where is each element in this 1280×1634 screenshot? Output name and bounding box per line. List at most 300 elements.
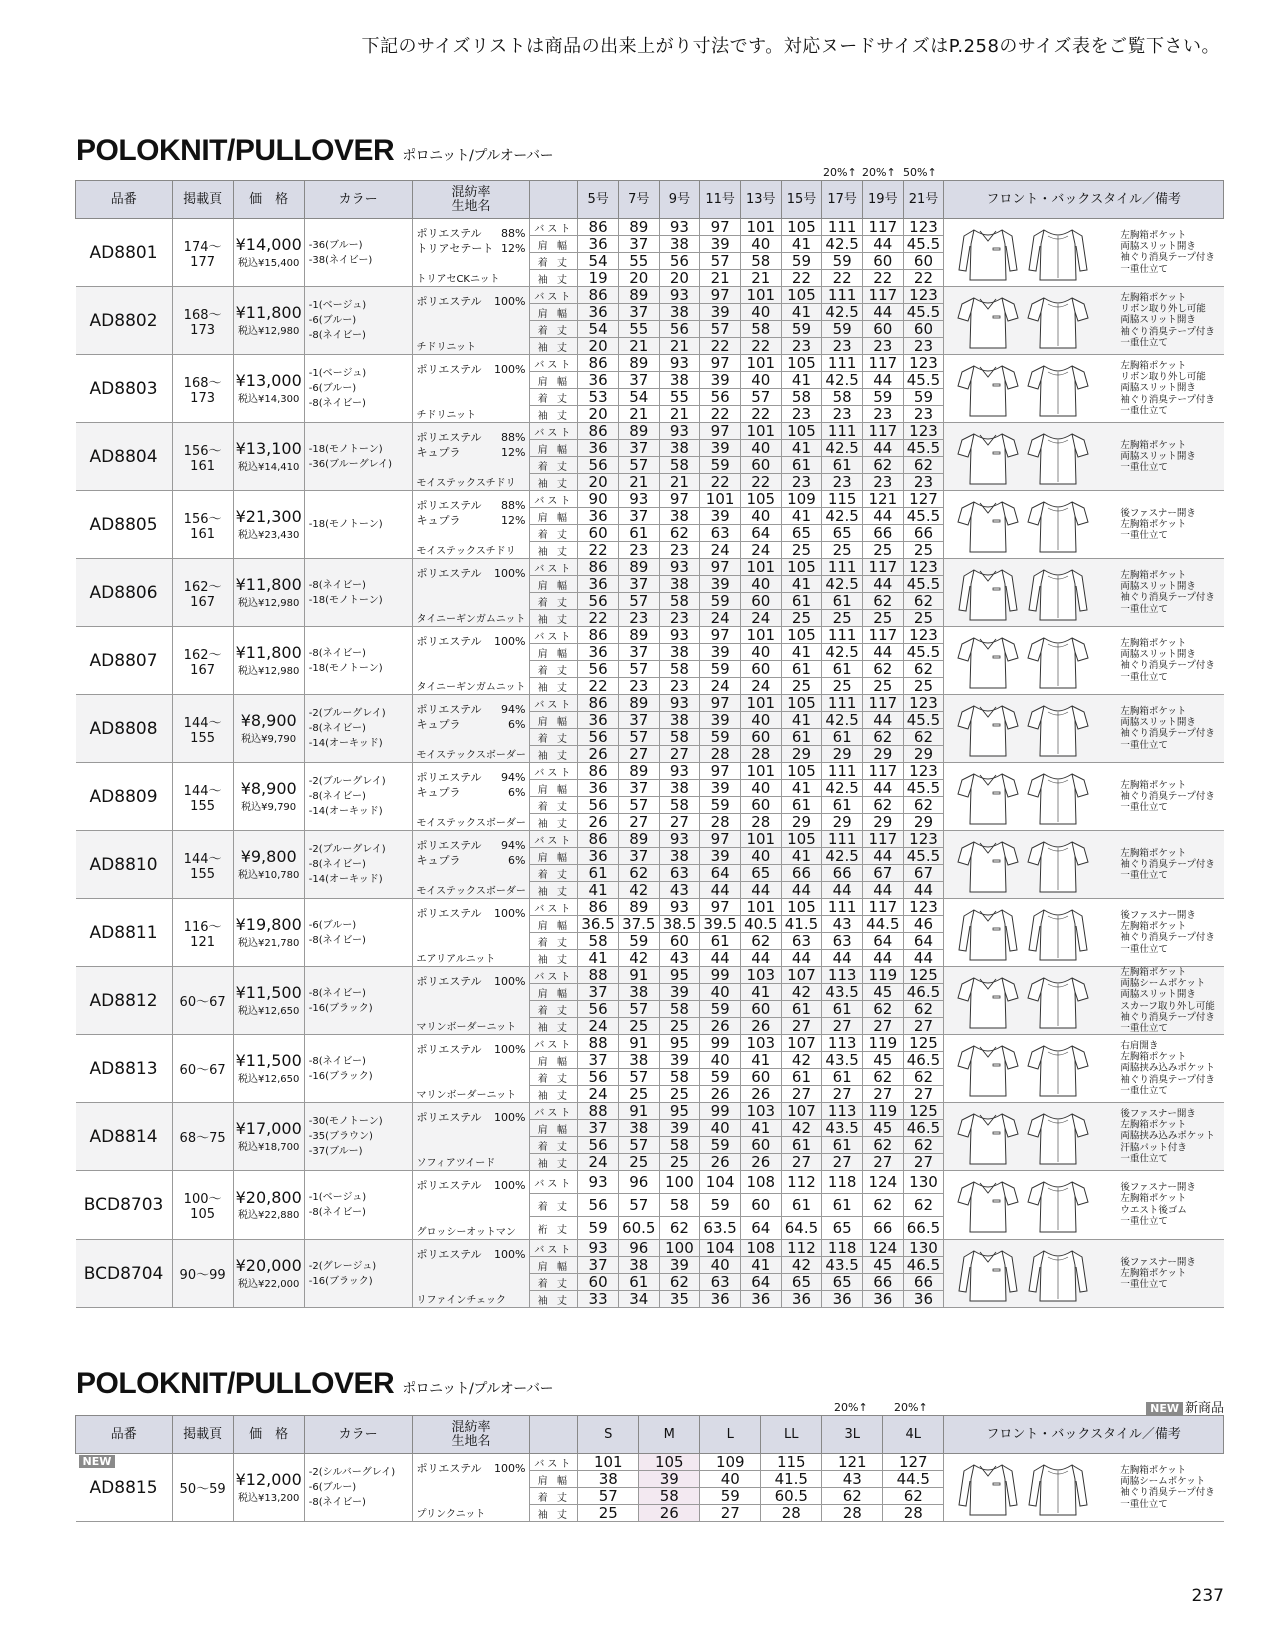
size-value: 61 (781, 729, 822, 746)
size-value: 23 (659, 542, 700, 559)
size-value: 39 (700, 712, 741, 729)
size-value: 44 (822, 950, 863, 967)
measure-label: 袖 丈 (530, 814, 578, 831)
size-value: 41 (781, 848, 822, 865)
fabric-cell (412, 491, 530, 559)
measure-label: 肩 幅 (530, 780, 578, 797)
color-list (304, 627, 412, 695)
catalog-page: 144〜155 (172, 831, 233, 899)
size-value: 26 (740, 1018, 781, 1035)
style-note: 左胸箱ポケット (1120, 518, 1187, 530)
fabric-material: ポリエステル (416, 635, 482, 648)
size-value: 38 (659, 780, 700, 797)
product-code (76, 1035, 173, 1103)
back-style-sketch (1026, 1459, 1090, 1517)
size-value: 93 (578, 1171, 619, 1194)
size-value: 45 (862, 1120, 903, 1137)
size-value: 23 (659, 610, 700, 627)
front-style-sketch (956, 224, 1020, 282)
size-value: 59 (700, 457, 741, 474)
size-value: 44 (903, 950, 944, 967)
color-option: -1(ベージュ) (308, 300, 367, 311)
fabric-percent: 100% (494, 1043, 526, 1056)
size-value: 41 (578, 950, 619, 967)
size-value: 45 (862, 1052, 903, 1069)
size-value: 59 (700, 1194, 741, 1217)
product-code-text: AD8809 (89, 786, 158, 807)
size-value: 58 (659, 593, 700, 610)
size-value: 43 (659, 882, 700, 899)
size-value: 38 (659, 644, 700, 661)
size-value: 23 (781, 474, 822, 491)
size-value: 86 (578, 559, 619, 576)
size-value: 38 (659, 576, 700, 593)
size-value: 57 (618, 1137, 659, 1154)
size-value: 21 (659, 338, 700, 355)
measure-label: 着 丈 (530, 1274, 578, 1291)
fabric-percent: 12% (501, 445, 526, 459)
style-notes (1120, 1108, 1215, 1165)
size-value: 66 (903, 525, 944, 542)
size-value: 123 (903, 355, 944, 372)
header-size: M (639, 1416, 700, 1454)
fabric-line (417, 446, 526, 461)
fabric-line (417, 703, 526, 718)
size-value: 39 (700, 508, 741, 525)
product-row (76, 831, 1224, 848)
header-size: 21号 (903, 181, 944, 219)
size-value: 29 (781, 746, 822, 763)
size-value: 19 (578, 270, 619, 287)
product-row (76, 899, 1224, 916)
size-value: 27 (618, 814, 659, 831)
size-value: 55 (618, 321, 659, 338)
color-option: -18(モノトーン) (308, 594, 383, 606)
style-note: 一重仕立て (1120, 337, 1168, 349)
size-value: 57 (618, 457, 659, 474)
size-value: 67 (862, 865, 903, 882)
size-value: 61 (781, 1001, 822, 1018)
section-title (76, 134, 553, 168)
fabric-name: リファインチェック (416, 1295, 507, 1306)
size-value: 27 (781, 1018, 822, 1035)
new-badge: NEW (1146, 1402, 1183, 1415)
style-note: 両脇シームポケット (1120, 977, 1206, 989)
size-value: 42.5 (822, 780, 863, 797)
color-list (304, 1240, 412, 1308)
measure-label: バスト (530, 1103, 578, 1120)
measure-label: 肩 幅 (530, 848, 578, 865)
fabric-line (417, 786, 526, 801)
style-notes (1120, 230, 1215, 276)
front-style-sketch (956, 972, 1020, 1030)
size-value: 91 (618, 1103, 659, 1120)
header-size: L (700, 1416, 761, 1454)
size-value: 44 (862, 236, 903, 253)
size-value: 62 (903, 661, 944, 678)
style-note: 袖ぐり消臭テープ付き (1120, 1074, 1215, 1086)
product-row (76, 1454, 1224, 1471)
style-note: 後ファスナー開き (1120, 909, 1196, 921)
size-value: 37 (618, 236, 659, 253)
size-value: 61 (822, 457, 863, 474)
size-value: 38 (659, 304, 700, 321)
size-value: 93 (659, 695, 700, 712)
size-value: 29 (822, 814, 863, 831)
style-cell (944, 967, 1224, 1035)
percent-mark: 20%↑ (862, 166, 896, 179)
size-value: 62 (862, 457, 903, 474)
product-code-text: AD8803 (89, 378, 158, 399)
size-value: 38 (578, 1471, 639, 1488)
size-value: 62 (862, 1001, 903, 1018)
size-value: 119 (862, 967, 903, 984)
size-value: 93 (659, 287, 700, 304)
size-value: 23 (862, 474, 903, 491)
style-note: 左胸箱ポケット (1120, 637, 1187, 649)
measure-label: 着 丈 (530, 1069, 578, 1086)
size-value: 23 (618, 610, 659, 627)
back-style-sketch (1026, 224, 1090, 282)
style-notes (1120, 1256, 1196, 1290)
fabric-percent: 94% (501, 839, 526, 852)
size-value: 44 (781, 950, 822, 967)
size-value: 61 (781, 1194, 822, 1217)
color-option: -8(ネイビー) (308, 647, 366, 659)
size-value: 97 (700, 423, 741, 440)
size-value: 119 (862, 1103, 903, 1120)
size-value: 39 (659, 1120, 700, 1137)
front-style-sketch (956, 428, 1020, 486)
size-value: 21 (659, 406, 700, 423)
size-value: 25 (862, 678, 903, 695)
size-value: 37 (618, 576, 659, 593)
size-value: 95 (659, 1103, 700, 1120)
style-note: 左胸箱ポケット (1120, 847, 1187, 859)
header-color: カラー (304, 181, 412, 219)
size-value: 27 (862, 1018, 903, 1035)
size-value: 56 (659, 321, 700, 338)
color-option: -14(オーキッド) (308, 806, 383, 817)
size-value: 45.5 (903, 508, 944, 525)
size-value: 93 (659, 763, 700, 780)
style-cell (944, 423, 1224, 491)
size-value: 22 (740, 474, 781, 491)
catalog-page: 162〜167 (172, 627, 233, 695)
price-cell (233, 355, 304, 423)
size-value: 42 (618, 950, 659, 967)
style-cell (944, 695, 1224, 763)
measure-label: 着 丈 (530, 1137, 578, 1154)
price-tax-incl: 税込¥15,400 (238, 257, 300, 269)
size-value: 37 (618, 372, 659, 389)
measure-label: 肩 幅 (530, 1257, 578, 1274)
fabric-material: ポリエステル (416, 1462, 482, 1475)
style-cell (944, 899, 1224, 967)
size-value: 39 (639, 1471, 700, 1488)
fabric-composition (417, 1240, 526, 1263)
measure-label: 着 丈 (530, 593, 578, 610)
color-option: -8(ネイビー) (308, 1207, 366, 1218)
color-option: -18(モノトーン) (308, 519, 383, 530)
fabric-cell (412, 287, 530, 355)
size-value: 56 (578, 729, 619, 746)
front-style-sketch (956, 904, 1020, 962)
price: ¥11,500 (235, 983, 302, 1003)
fabric-composition (417, 1103, 526, 1126)
size-value: 25 (618, 1018, 659, 1035)
header-size: 4L (883, 1416, 944, 1454)
size-value: 97 (700, 219, 741, 236)
style-note: 左胸箱ポケット (1120, 1051, 1187, 1063)
size-value: 43.5 (822, 1120, 863, 1137)
size-value: 62 (862, 661, 903, 678)
fabric-cell (412, 831, 530, 899)
fabric-line (417, 907, 526, 922)
header-page: 掲載頁 (172, 1416, 233, 1454)
style-cell (944, 355, 1224, 423)
size-value: 28 (761, 1505, 822, 1522)
size-value: 41 (740, 1052, 781, 1069)
size-value: 27 (659, 746, 700, 763)
price-cell (233, 695, 304, 763)
size-value: 60 (740, 457, 781, 474)
size-value: 101 (740, 831, 781, 848)
header-size: S (578, 1416, 639, 1454)
fabric-material: キュプラ (416, 853, 461, 867)
measure-label: 袖 丈 (530, 474, 578, 491)
style-notes (1120, 1465, 1215, 1511)
size-value: 60 (740, 593, 781, 610)
size-value: 29 (862, 746, 903, 763)
size-value: 62 (903, 1069, 944, 1086)
size-value: 117 (862, 627, 903, 644)
fabric-name: チドリニット (416, 342, 476, 353)
size-value: 40 (700, 1120, 741, 1137)
color-list (304, 559, 412, 627)
size-value: 27 (659, 814, 700, 831)
color-option: -8(ネイビー) (308, 791, 366, 802)
size-value: 97 (700, 899, 741, 916)
size-value: 22 (700, 406, 741, 423)
price-tax-incl: 税込¥21,780 (238, 937, 300, 949)
size-value: 36.5 (578, 916, 619, 933)
size-value: 37 (618, 440, 659, 457)
size-value: 37 (618, 712, 659, 729)
size-value: 67 (903, 865, 944, 882)
fabric-cell (412, 423, 530, 491)
style-note: 両脇スリット開き (1120, 382, 1196, 394)
style-note: 右肩開き (1120, 1040, 1159, 1052)
price-cell (233, 287, 304, 355)
size-value: 111 (822, 559, 863, 576)
front-style-sketch (956, 632, 1020, 690)
price: ¥8,900 (240, 711, 297, 731)
color-list (304, 355, 412, 423)
header-size: LL (761, 1416, 822, 1454)
size-value: 45.5 (903, 236, 944, 253)
color-option: -8(ネイビー) (308, 1055, 366, 1067)
front-style-sketch (956, 700, 1020, 758)
measure-label: 袖 丈 (530, 678, 578, 695)
size-value: 45.5 (903, 848, 944, 865)
style-notes (1120, 1182, 1196, 1228)
size-value: 23 (903, 474, 944, 491)
size-value: 23 (781, 338, 822, 355)
size-value: 20 (578, 474, 619, 491)
product-row (76, 627, 1224, 644)
product-code-text: AD8804 (89, 446, 158, 467)
fabric-cell (412, 1171, 530, 1240)
style-note: 両脇スリット開き (1120, 717, 1196, 729)
size-value: 97 (659, 491, 700, 508)
measure-label: 肩 幅 (530, 712, 578, 729)
size-value: 97 (700, 559, 741, 576)
size-value: 118 (822, 1171, 863, 1194)
size-value: 41 (740, 1120, 781, 1137)
table-header (76, 181, 1224, 219)
size-value: 123 (903, 627, 944, 644)
fabric-name: プリンクニット (416, 1509, 486, 1520)
size-value: 23 (903, 338, 944, 355)
size-value: 108 (740, 1171, 781, 1194)
size-value: 65 (781, 1274, 822, 1291)
fabric-material: ポリエステル (416, 771, 482, 784)
size-value: 60 (740, 729, 781, 746)
price-cell (233, 967, 304, 1035)
size-value: 38 (618, 1257, 659, 1274)
style-note: 袖ぐり消臭テープ付き (1120, 858, 1215, 870)
size-value: 28 (740, 746, 781, 763)
product-row (76, 287, 1224, 304)
style-note: 一重仕立て (1120, 263, 1168, 275)
price-tax-incl: 税込¥18,700 (238, 1141, 300, 1153)
fabric-line (417, 1462, 526, 1477)
back-style-sketch (1026, 1245, 1090, 1303)
size-value: 105 (781, 355, 822, 372)
product-code-text: AD8808 (89, 718, 158, 739)
size-value: 20 (578, 338, 619, 355)
size-value: 123 (903, 763, 944, 780)
fabric-percent: 100% (494, 635, 526, 648)
size-value: 41 (781, 236, 822, 253)
size-value: 46.5 (903, 984, 944, 1001)
back-style-sketch (1026, 360, 1090, 418)
fabric-cell (412, 1035, 530, 1103)
measure-label: 肩 幅 (530, 372, 578, 389)
size-value: 24 (740, 610, 781, 627)
size-value: 123 (903, 559, 944, 576)
size-value: 46.5 (903, 1052, 944, 1069)
price-tax-incl: 税込¥13,200 (238, 1492, 300, 1504)
size-value: 39 (700, 440, 741, 457)
fabric-line (417, 1111, 526, 1126)
color-option: -16(ブラック) (308, 1070, 373, 1082)
header-price: 価 格 (233, 1416, 304, 1454)
size-value: 62 (903, 1194, 944, 1217)
front-style-sketch (956, 360, 1020, 418)
size-value: 42.5 (822, 372, 863, 389)
size-value: 38 (659, 372, 700, 389)
size-value: 65 (740, 865, 781, 882)
style-note: ウエスト後ゴム (1120, 1205, 1187, 1216)
fabric-line (417, 567, 526, 582)
color-option: -36(ブルー) (308, 239, 363, 251)
size-value: 23 (822, 338, 863, 355)
product-code (76, 559, 173, 627)
style-note: 一重仕立て (1120, 1153, 1168, 1165)
price-cell (233, 1171, 304, 1240)
style-note: 一重仕立て (1120, 943, 1168, 955)
fabric-material: キュプラ (416, 785, 461, 799)
size-value: 90 (578, 491, 619, 508)
price: ¥8,900 (240, 779, 297, 799)
fabric-cell (412, 899, 530, 967)
style-notes (1120, 507, 1196, 541)
style-notes (1120, 706, 1215, 752)
size-value: 40 (740, 304, 781, 321)
style-note: 両脇スリット開き (1120, 450, 1196, 462)
fabric-cell (412, 559, 530, 627)
header-code: 品番 (76, 181, 173, 219)
price: ¥11,500 (235, 1051, 302, 1071)
size-value: 57 (618, 797, 659, 814)
size-value: 105 (781, 287, 822, 304)
front-style-sketch (956, 768, 1020, 826)
size-value: 124 (862, 1240, 903, 1257)
header-fabric-2: 生地名 (451, 198, 491, 214)
size-value: 119 (862, 1035, 903, 1052)
size-value: 57 (618, 1001, 659, 1018)
measure-label: 着 丈 (530, 1001, 578, 1018)
size-value: 61 (618, 1274, 659, 1291)
size-value: 27 (618, 746, 659, 763)
size-value: 86 (578, 355, 619, 372)
size-value: 40 (740, 372, 781, 389)
size-value: 115 (761, 1454, 822, 1471)
size-value: 105 (639, 1454, 700, 1471)
size-value: 60 (740, 1069, 781, 1086)
size-value: 59 (700, 1001, 741, 1018)
size-value: 36 (578, 848, 619, 865)
price-tax-incl: 税込¥12,650 (238, 1073, 300, 1085)
product-row (76, 491, 1224, 508)
price-tax-incl: 税込¥14,410 (238, 461, 300, 473)
size-value: 24 (740, 678, 781, 695)
size-value: 22 (822, 270, 863, 287)
size-value: 107 (781, 967, 822, 984)
size-value: 40 (740, 848, 781, 865)
size-value: 62 (862, 797, 903, 814)
size-value: 62 (903, 729, 944, 746)
size-value: 39 (659, 984, 700, 1001)
size-value: 60 (740, 1137, 781, 1154)
size-value: 93 (659, 423, 700, 440)
fabric-composition (417, 967, 526, 990)
size-value: 42.5 (822, 440, 863, 457)
product-code-text: AD8805 (89, 514, 158, 535)
size-value: 59 (700, 1488, 761, 1505)
size-value: 37 (618, 780, 659, 797)
size-value: 97 (700, 831, 741, 848)
size-value: 117 (862, 219, 903, 236)
size-value: 117 (862, 899, 903, 916)
style-note: スカーフ取り外し可能 (1120, 1000, 1215, 1012)
size-value: 38 (659, 848, 700, 865)
fabric-material: キュプラ (416, 513, 461, 527)
size-value: 59 (862, 389, 903, 406)
size-value: 64 (740, 1217, 781, 1240)
